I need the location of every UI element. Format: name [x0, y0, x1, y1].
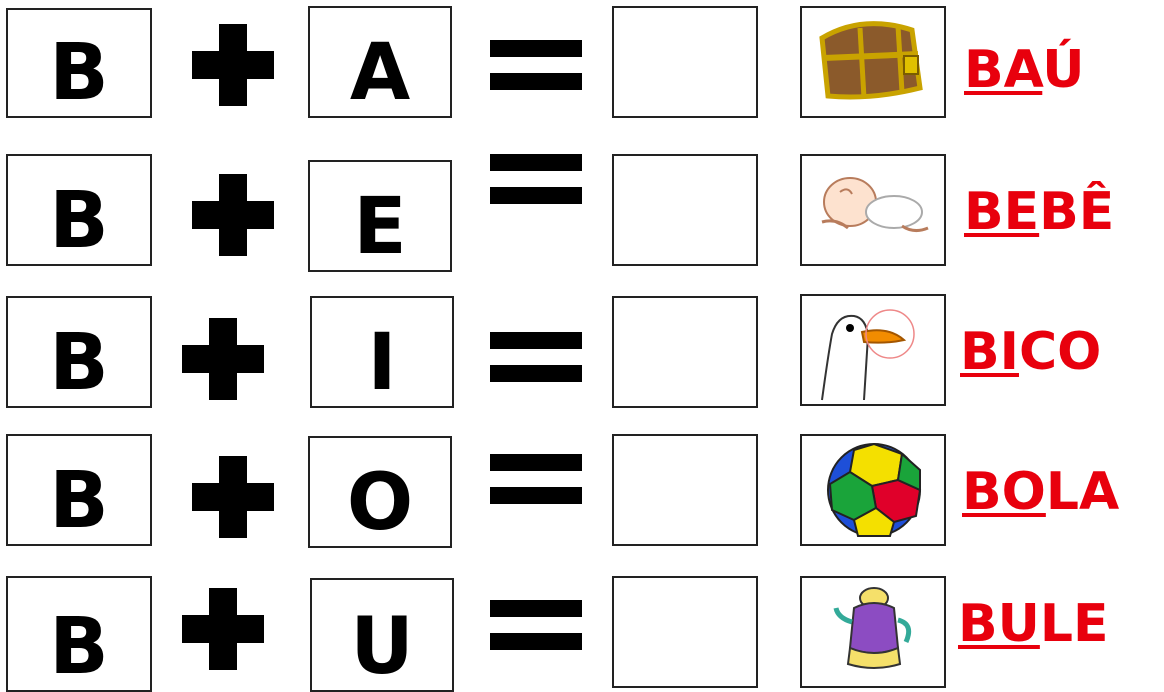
word-bebe: [964, 182, 1115, 242]
exercise-row-bola: [0, 430, 1164, 550]
plus-sign: [182, 318, 264, 400]
equals-sign: [490, 454, 582, 504]
word-syllable: BI: [960, 322, 1019, 382]
vowel-box: O: [308, 436, 452, 548]
plus-sign: [192, 174, 274, 256]
vowel-box: A: [308, 6, 452, 118]
exercise-row-bau: [0, 0, 1164, 120]
answer-box[interactable]: [612, 434, 758, 546]
vowel-box: E: [308, 160, 452, 272]
word-rest: CO: [1018, 322, 1102, 382]
bird-beak-icon: [800, 294, 946, 406]
equals-sign: [490, 154, 582, 204]
vowel-box: U: [310, 578, 454, 692]
equals-sign: [490, 40, 582, 90]
consonant-box: B: [6, 434, 152, 546]
answer-box[interactable]: [612, 296, 758, 408]
word-rest: BÊ: [1039, 182, 1115, 242]
teapot-icon: [800, 576, 946, 688]
consonant-box: B: [6, 576, 152, 692]
consonant-box: B: [6, 154, 152, 266]
word-syllable: BU: [958, 594, 1040, 654]
plus-sign: [182, 588, 264, 670]
ball-icon: [800, 434, 946, 546]
treasure-chest-icon: [800, 6, 946, 118]
exercise-row-bico: [0, 290, 1164, 410]
word-bau: [964, 40, 1085, 100]
exercise-row-bule: [0, 568, 1164, 692]
consonant-box: B: [6, 296, 152, 408]
word-syllable: BA: [964, 40, 1043, 100]
answer-box[interactable]: [612, 154, 758, 266]
word-rest: Ú: [1042, 40, 1085, 100]
answer-box[interactable]: [612, 6, 758, 118]
equals-sign: [490, 600, 582, 650]
vowel-box: I: [310, 296, 454, 408]
answer-box[interactable]: [612, 576, 758, 688]
word-rest: LA: [1045, 462, 1120, 522]
word-bico: [960, 322, 1102, 382]
word-rest: LE: [1039, 594, 1109, 654]
baby-icon: [800, 154, 946, 266]
word-bola: [962, 462, 1120, 522]
plus-sign: [192, 456, 274, 538]
plus-sign: [192, 24, 274, 106]
consonant-box: B: [6, 8, 152, 118]
word-syllable: BE: [964, 182, 1040, 242]
exercise-row-bebe: [0, 148, 1164, 272]
word-syllable: BO: [962, 462, 1046, 522]
equals-sign: [490, 332, 582, 382]
word-bule: [958, 594, 1109, 654]
